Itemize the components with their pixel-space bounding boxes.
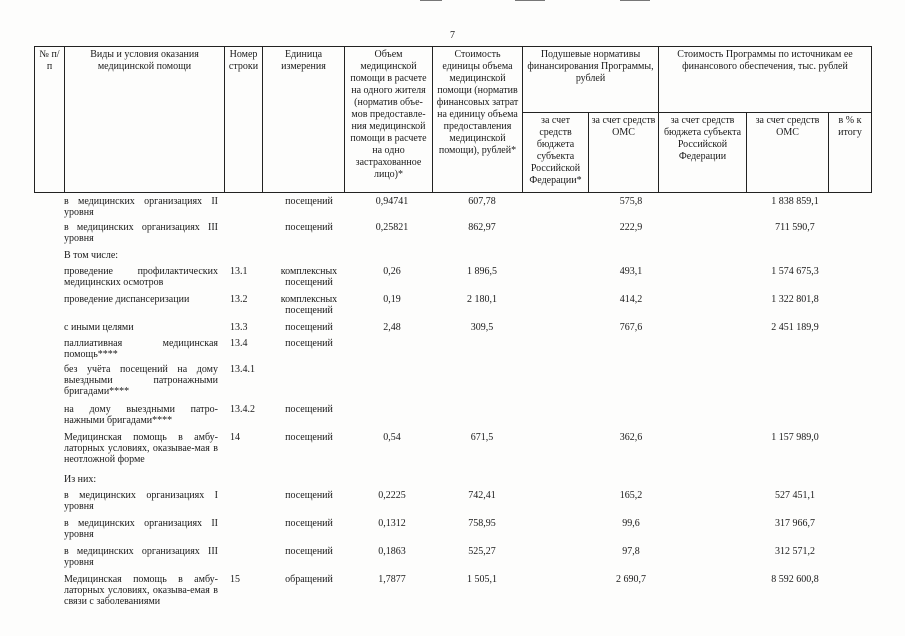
row-name: Медицинская помощь в амбу-латорных условиях, оказыва-емая в связи с заболеваниями (64, 574, 218, 607)
row-unit: посещений (285, 338, 333, 349)
row-per-capita-oms: 165,2 (619, 490, 643, 501)
row-unit: комплексных посещений (280, 294, 338, 316)
row-name: с иными целями (64, 322, 134, 333)
row-per-capita-oms: 2 690,7 (616, 574, 646, 585)
row-name: в медицинских организациях III уровня (64, 546, 218, 568)
row-program-oms: 1 574 675,3 (771, 266, 819, 277)
row-per-capita-oms: 493,1 (619, 266, 643, 277)
row-unit-cost: 1 505,1 (467, 574, 497, 585)
row-name: паллиативная медицинская помощь**** (64, 338, 218, 360)
row-unit: посещений (285, 322, 333, 333)
row-name: без учёта посещений на дому выездными патронажными бригадами**** (64, 364, 218, 397)
row-volume: 0,1312 (378, 518, 406, 529)
row-name: Медицинская помощь в амбу-латорных условиях, оказывае-мая в неотложной форме (64, 432, 218, 465)
row-name: В том числе: (64, 250, 119, 261)
row-unit-cost: 1 896,5 (467, 266, 497, 277)
row-name: в медицинских организациях III уровня (64, 222, 218, 244)
row-unit-cost: 862,97 (468, 222, 496, 233)
header-line: Номер строки (225, 47, 263, 193)
header-program-oms: за счет средств ОМС (747, 113, 829, 193)
row-name: в медицинских организациях II уровня (64, 518, 218, 540)
row-volume: 0,19 (383, 294, 401, 305)
row-name: в медицинских организациях II уровня (64, 196, 218, 218)
table-header (34, 46, 872, 193)
row-line-number: 13.4.1 (230, 364, 255, 375)
header-program-pct: в % к итогу (829, 113, 872, 193)
row-unit-cost: 309,5 (470, 322, 494, 333)
row-per-capita-oms: 362,6 (619, 432, 643, 443)
row-volume: 0,54 (383, 432, 401, 443)
row-line-number: 13.4 (230, 338, 248, 349)
header-per-capita-oms: за счет средств ОМС (589, 113, 659, 193)
row-unit: комплексных посещений (280, 266, 338, 288)
header-num: № п/п (35, 47, 65, 193)
row-line-number: 13.1 (230, 266, 248, 277)
row-line-number: 14 (230, 432, 240, 443)
row-per-capita-oms: 97,8 (622, 546, 640, 557)
row-line-number: 15 (230, 574, 240, 585)
row-program-oms: 317 966,7 (775, 518, 815, 529)
row-volume: 0,26 (383, 266, 401, 277)
row-line-number: 13.3 (230, 322, 248, 333)
row-per-capita-oms: 767,6 (619, 322, 643, 333)
row-program-oms: 312 571,2 (775, 546, 815, 557)
row-unit: посещений (285, 432, 333, 443)
row-unit-cost: 742,41 (468, 490, 496, 501)
row-volume: 1,7877 (378, 574, 406, 585)
header-program: Стоимость Программы по источникам ее финансового обеспечения, тыс. рублей (659, 47, 872, 113)
row-volume: 0,1863 (378, 546, 406, 557)
row-program-oms: 711 590,7 (775, 222, 815, 233)
row-program-oms: 2 451 189,9 (771, 322, 819, 333)
header-type: Виды и условия оказания медицинской помощи (65, 47, 225, 193)
row-unit-cost: 607,78 (468, 196, 496, 207)
header-volume: Объем медицинской помощи в расчете на одного жителя (норматив объе-мов предоставле-ния медицинской помощи в расчете на одно застрахованное лицо)* (345, 47, 433, 193)
row-volume: 0,25821 (375, 222, 409, 233)
row-unit: посещений (285, 490, 333, 501)
page-number: 7 (450, 30, 455, 41)
row-program-oms: 527 451,1 (775, 490, 815, 501)
row-per-capita-oms: 222,9 (619, 222, 643, 233)
row-unit: обращений (285, 574, 333, 585)
row-line-number: 13.2 (230, 294, 248, 305)
row-volume: 0,94741 (375, 196, 409, 207)
header-per-capita: Подушевые нормативы финансирования Программы, рублей (523, 47, 659, 113)
row-per-capita-oms: 414,2 (619, 294, 643, 305)
row-name: проведение диспансеризации (64, 294, 190, 305)
scan-marks (420, 0, 660, 2)
row-unit-cost: 525,27 (468, 546, 496, 557)
header-unit: Единица измерения (263, 47, 345, 193)
row-program-oms: 8 592 600,8 (771, 574, 819, 585)
row-unit-cost: 758,95 (468, 518, 496, 529)
row-program-oms: 1 157 989,0 (771, 432, 819, 443)
row-unit: посещений (285, 546, 333, 557)
header-per-capita-budget: за счет средств бюджета субъекта Российской Федерации* (523, 113, 589, 193)
row-unit: посещений (285, 404, 333, 415)
row-program-oms: 1 322 801,8 (771, 294, 819, 305)
header-cost: Стоимость единицы объема медицинской помощи (норматив финансовых затрат на единицу объема предоставления медицинской помощи), рублей* (433, 47, 523, 193)
row-program-oms: 1 838 859,1 (771, 196, 819, 207)
row-per-capita-oms: 575,8 (619, 196, 643, 207)
row-line-number: 13.4.2 (230, 404, 255, 415)
row-volume: 2,48 (383, 322, 401, 333)
row-unit-cost: 671,5 (470, 432, 494, 443)
row-per-capita-oms: 99,6 (622, 518, 640, 529)
row-unit: посещений (285, 518, 333, 529)
row-name: проведение профилактических медицинских осмотров (64, 266, 218, 288)
row-volume: 0,2225 (378, 490, 406, 501)
row-name: в медицинских организациях I уровня (64, 490, 218, 512)
header-program-budget: за счет средств бюджета субъекта Российской Федерации (659, 113, 747, 193)
row-unit: посещений (285, 196, 333, 207)
row-name: на дому выездными патро-нажными бригадами**** (64, 404, 218, 426)
row-unit-cost: 2 180,1 (467, 294, 497, 305)
row-unit: посещений (285, 222, 333, 233)
row-name: Из них: (64, 474, 97, 485)
